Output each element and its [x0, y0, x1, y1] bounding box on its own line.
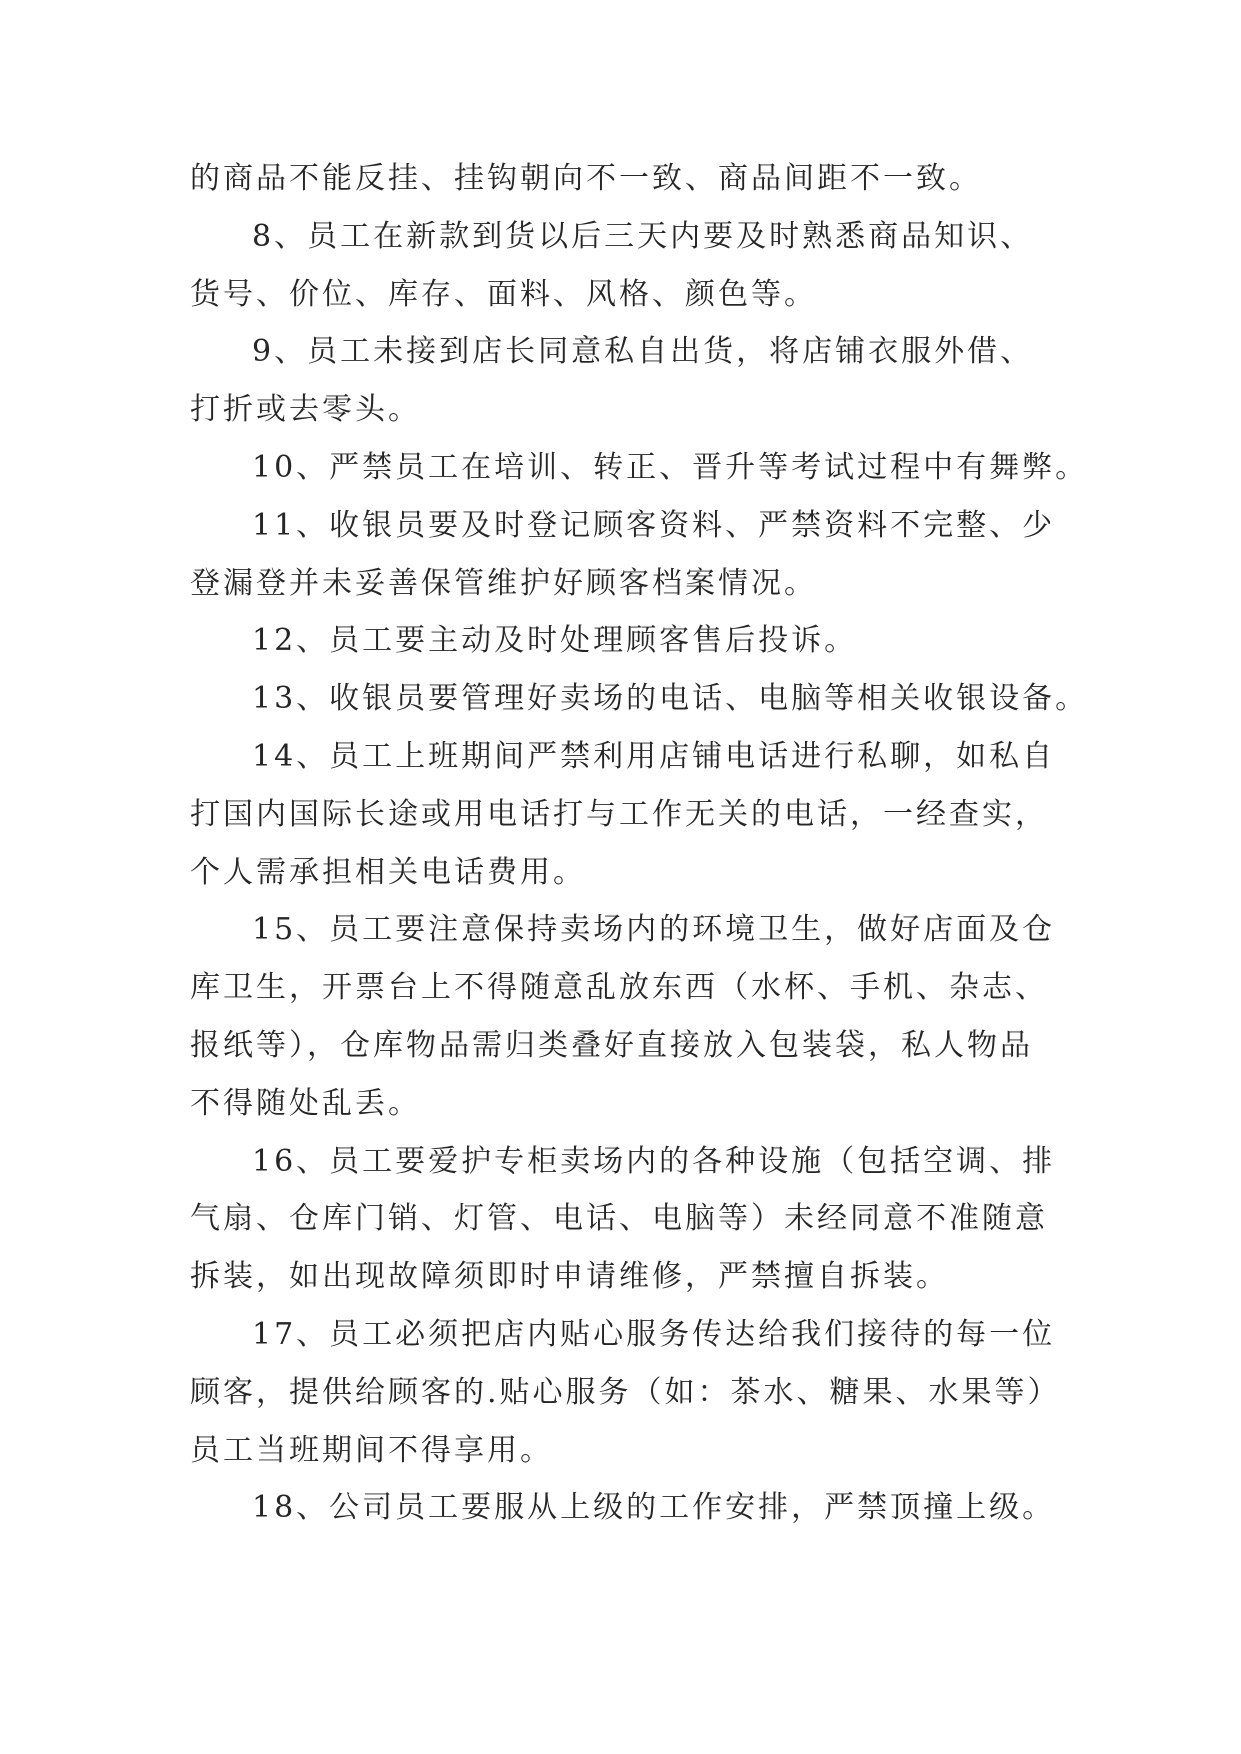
- text-line: 17、员工必须把店内贴心服务传达给我们接待的每一位: [252, 1316, 1056, 1352]
- text-line: 打国内国际长途或用电话打与工作无关的电话，一经查实，: [190, 796, 1048, 832]
- text-line: 拆装，如出现故障须即时申请维修，严禁擅自拆装。: [190, 1259, 949, 1295]
- text-line: 登漏登并未妥善保管维护好顾客档案情况。: [190, 565, 817, 601]
- text-line: 员工当班期间不得享用。: [190, 1432, 553, 1468]
- text-line: 15、员工要注意保持卖场内的环境卫生，做好店面及仓: [252, 912, 1056, 948]
- text-line: 16、员工要爱护专柜卖场内的各种设施（包括空调、排: [252, 1143, 1056, 1179]
- text-line: 货号、价位、库存、面料、风格、颜色等。: [190, 276, 817, 312]
- text-line: 18、公司员工要服从上级的工作安排，严禁顶撞上级。: [252, 1490, 1056, 1526]
- text-line: 的商品不能反挂、挂钩朝向不一致、商品间距不一致。: [190, 161, 982, 196]
- text-line: 10、严禁员工在培训、转正、晋升等考试过程中有舞弊。: [252, 449, 1089, 485]
- text-line: 气扇、仓库门销、灯管、电话、电脑等）未经同意不准随意: [190, 1201, 1048, 1237]
- text-line: 报纸等），仓库物品需归类叠好直接放入包装袋，私人物品: [190, 1027, 1033, 1063]
- text-line: 14、员工上班期间严禁利用店铺电话进行私聊，如私自: [252, 738, 1056, 774]
- text-line: 9、员工未接到店长同意私自出货，将店铺衣服外借、: [252, 334, 1034, 370]
- text-line: 8、员工在新款到货以后三天内要及时熟悉商品知识、: [252, 218, 1034, 254]
- text-line: 打折或去零头。: [190, 392, 421, 428]
- text-line: 顾客，提供给顾客的.贴心服务（如：茶水、糖果、水果等）: [190, 1374, 1061, 1410]
- text-line: 12、员工要主动及时处理顾客售后投诉。: [252, 623, 858, 659]
- text-line: 不得随处乱丢。: [190, 1085, 421, 1121]
- text-line: 11、收银员要及时登记顾客资料、严禁资料不完整、少: [252, 507, 1056, 543]
- text-line: 库卫生，开票台上不得随意乱放东西（水杯、手机、杂志、: [190, 970, 1048, 1006]
- document-body: [190, 150, 1089, 1537]
- text-line: 个人需承担相关电话费用。: [190, 854, 586, 890]
- text-line: 13、收银员要管理好卖场的电话、电脑等相关收银设备。: [252, 681, 1089, 717]
